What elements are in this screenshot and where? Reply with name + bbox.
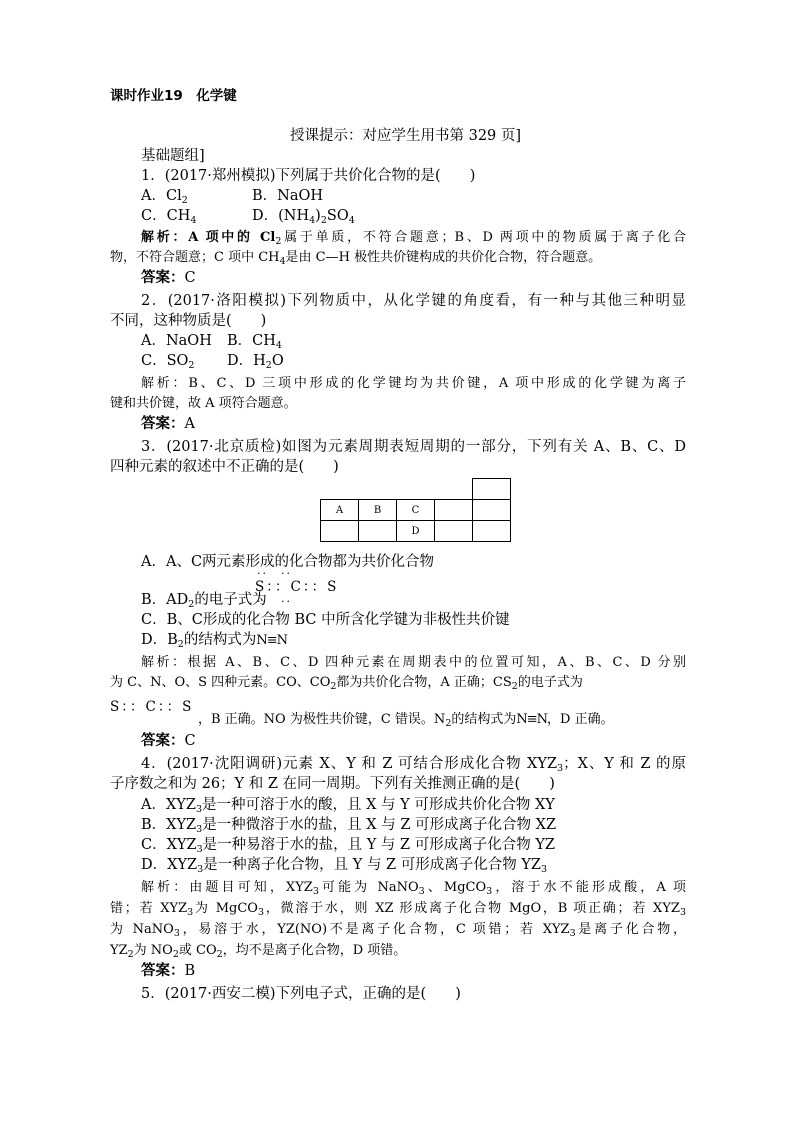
q3-explanation-line1: 解析：根据 A、B、C、D 四种元素在周期表中的位置可知，A、B、C、D 分别: [141, 655, 686, 670]
group-label: 基础题组]: [141, 148, 205, 164]
q1-option-c: C．$CH_4$: [141, 208, 197, 226]
q2-option-b: B．$CH_4$: [227, 333, 282, 351]
q3-formula-dots-top: ·· ··: [257, 567, 292, 580]
table-row: [321, 500, 511, 521]
page-title: 课时作业19 化学键: [110, 88, 237, 104]
q4-explanation-line4: $YZ_2$为 $NO_2$或 $CO_2$，均不是离子化合物，D 项错。: [110, 943, 407, 960]
q2-answer: 答案：A: [141, 415, 195, 432]
q4-explanation-line1: 解析：由题目可知，$XYZ_3$可能为 NaNO$_3$、MgCO$_3$，溶于水不能形成酸，A 项: [141, 880, 686, 897]
q3-formula-dots-bottom: ·· ··: [257, 595, 292, 608]
q2-stem-line2: 不同，这种物质是( ): [110, 313, 267, 329]
q2-explanation-line1: 解析：B、C、D 三项中形成的化学键均为共价键，A 项中形成的化学键为离子: [141, 376, 686, 391]
q1-answer: 答案：C: [141, 269, 196, 286]
q4-option-c: C．$XYZ_3$是一种易溶于水的盐，且 Y 与 Z 可形成离子化合物 YZ: [141, 837, 555, 855]
periodic-table-fragment: [320, 478, 511, 542]
q3-stem-line2: 四种元素的叙述中不正确的是( ): [110, 459, 339, 475]
table-cell: [321, 479, 359, 500]
table-row: [321, 479, 511, 500]
q4-stem-line1: 4．(2017·沈阳调研)元素 X、Y 和 Z 可结合形成化合物 $XYZ_3$；X、Y 和 Z 的原: [141, 756, 686, 774]
table-cell: C: [397, 500, 435, 521]
table-cell: D: [397, 521, 435, 542]
table-cell: [435, 521, 473, 542]
q3-option-d: D．$B_2$的结构式为N≡N: [141, 632, 287, 650]
q5-stem: 5．(2017·西安二模)下列电子式，正确的是( ): [141, 986, 461, 1002]
table-cell: [473, 521, 511, 542]
table-cell: [359, 521, 397, 542]
q3-electron-formula: S：：C：：S: [255, 579, 339, 595]
q4-option-a: A．$XYZ_3$是一种可溶于水的酸，且 X 与 Y 可形成共价化合物 XY: [141, 797, 555, 815]
q4-option-d: D．$XYZ_3$是一种离子化合物，且 Y 与 Z 可形成离子化合物 $YZ_3$: [141, 857, 548, 875]
q4-stem-line2: 子序数之和为 26；Y 和 Z 在同一周期。下列有关推测正确的是( ): [110, 776, 555, 792]
q3-option-c: C．B、C形成的化合物 BC 中所含化学键为非极性共价键: [141, 612, 510, 628]
q1-stem: 1．(2017·郑州模拟)下列属于共价化合物的是( ): [141, 168, 476, 184]
q3-option-a: A．A、C两元素形成的化合物都为共价化合物: [141, 554, 435, 570]
table-cell: [473, 479, 511, 500]
q1-option-d: D．$(NH_4)_2SO_4$: [252, 208, 355, 226]
table-cell: [435, 479, 473, 500]
q1-explanation-line2: 物，不符合题意；C 项中 $CH_4$是由 C—H 极性共价键构成的共价化合物，符合题意。: [110, 250, 602, 267]
q2-option-c: C．$SO_2$: [141, 353, 195, 371]
table-cell: [397, 479, 435, 500]
q1-explanation-line1: 解析：A 项中的 $Cl_2$属于单质，不符合题意；B、D 两项中的物质属于离子化合: [141, 230, 686, 247]
table-cell: A: [321, 500, 359, 521]
table-cell: [473, 500, 511, 521]
lesson-hint: 授课提示：对应学生用书第 329 页]: [290, 128, 522, 144]
q1-option-b: B．NaOH: [252, 188, 324, 204]
q3-stem-line1: 3．(2017·北京质检)如图为元素周期表短周期的一部分，下列有关 A、B、C、D: [141, 439, 686, 455]
q2-option-d: D．$H_2O$: [227, 353, 284, 371]
q2-stem-line1: 2．(2017·洛阳模拟)下列物质中，从化学键的角度看，有一种与其他三种明显: [141, 293, 686, 309]
table-cell: [359, 479, 397, 500]
q3-answer: 答案：C: [141, 732, 196, 749]
q3-explanation-line3: ，B 正确。NO 为极性共价键，C 错误。$N_2$的结构式为N≡N，D 正确。: [198, 712, 614, 729]
q3-explanation-line2: 为 C、N、O、S 四种元素。CO、$CO_2$都为共价化合物，A 正确；$CS_2$的电子式为: [110, 675, 583, 692]
table-cell: [321, 521, 359, 542]
q4-explanation-line2: 错；若 $XYZ_3$为 MgCO$_3$，微溶于水，则 XZ 形成离子化合物 MgO，B 项正确；若 $XYZ_3$: [110, 901, 686, 918]
q1-option-a: A．$Cl_2$: [141, 188, 188, 206]
q2-option-a: A．NaOH: [141, 333, 212, 349]
table-row: [321, 521, 511, 542]
table-cell: [435, 500, 473, 521]
q3-option-b: B．$AD_2$的电子式为: [141, 592, 267, 610]
table-cell: B: [359, 500, 397, 521]
q4-explanation-line3: 为 NaNO$_3$，易溶于水，YZ(NO)不是离子化合物，C 项错；若 $XYZ_3$是离子化合物，: [110, 922, 686, 939]
q4-answer: 答案：B: [141, 962, 196, 979]
q4-option-b: B．$XYZ_3$是一种微溶于水的盐，且 X 与 Z 可形成离子化合物 XZ: [141, 817, 557, 835]
q2-explanation-line2: 键和共价键，故 A 项符合题意。: [110, 396, 297, 411]
q3-explanation-formula: S：：C：：S: [110, 699, 194, 715]
